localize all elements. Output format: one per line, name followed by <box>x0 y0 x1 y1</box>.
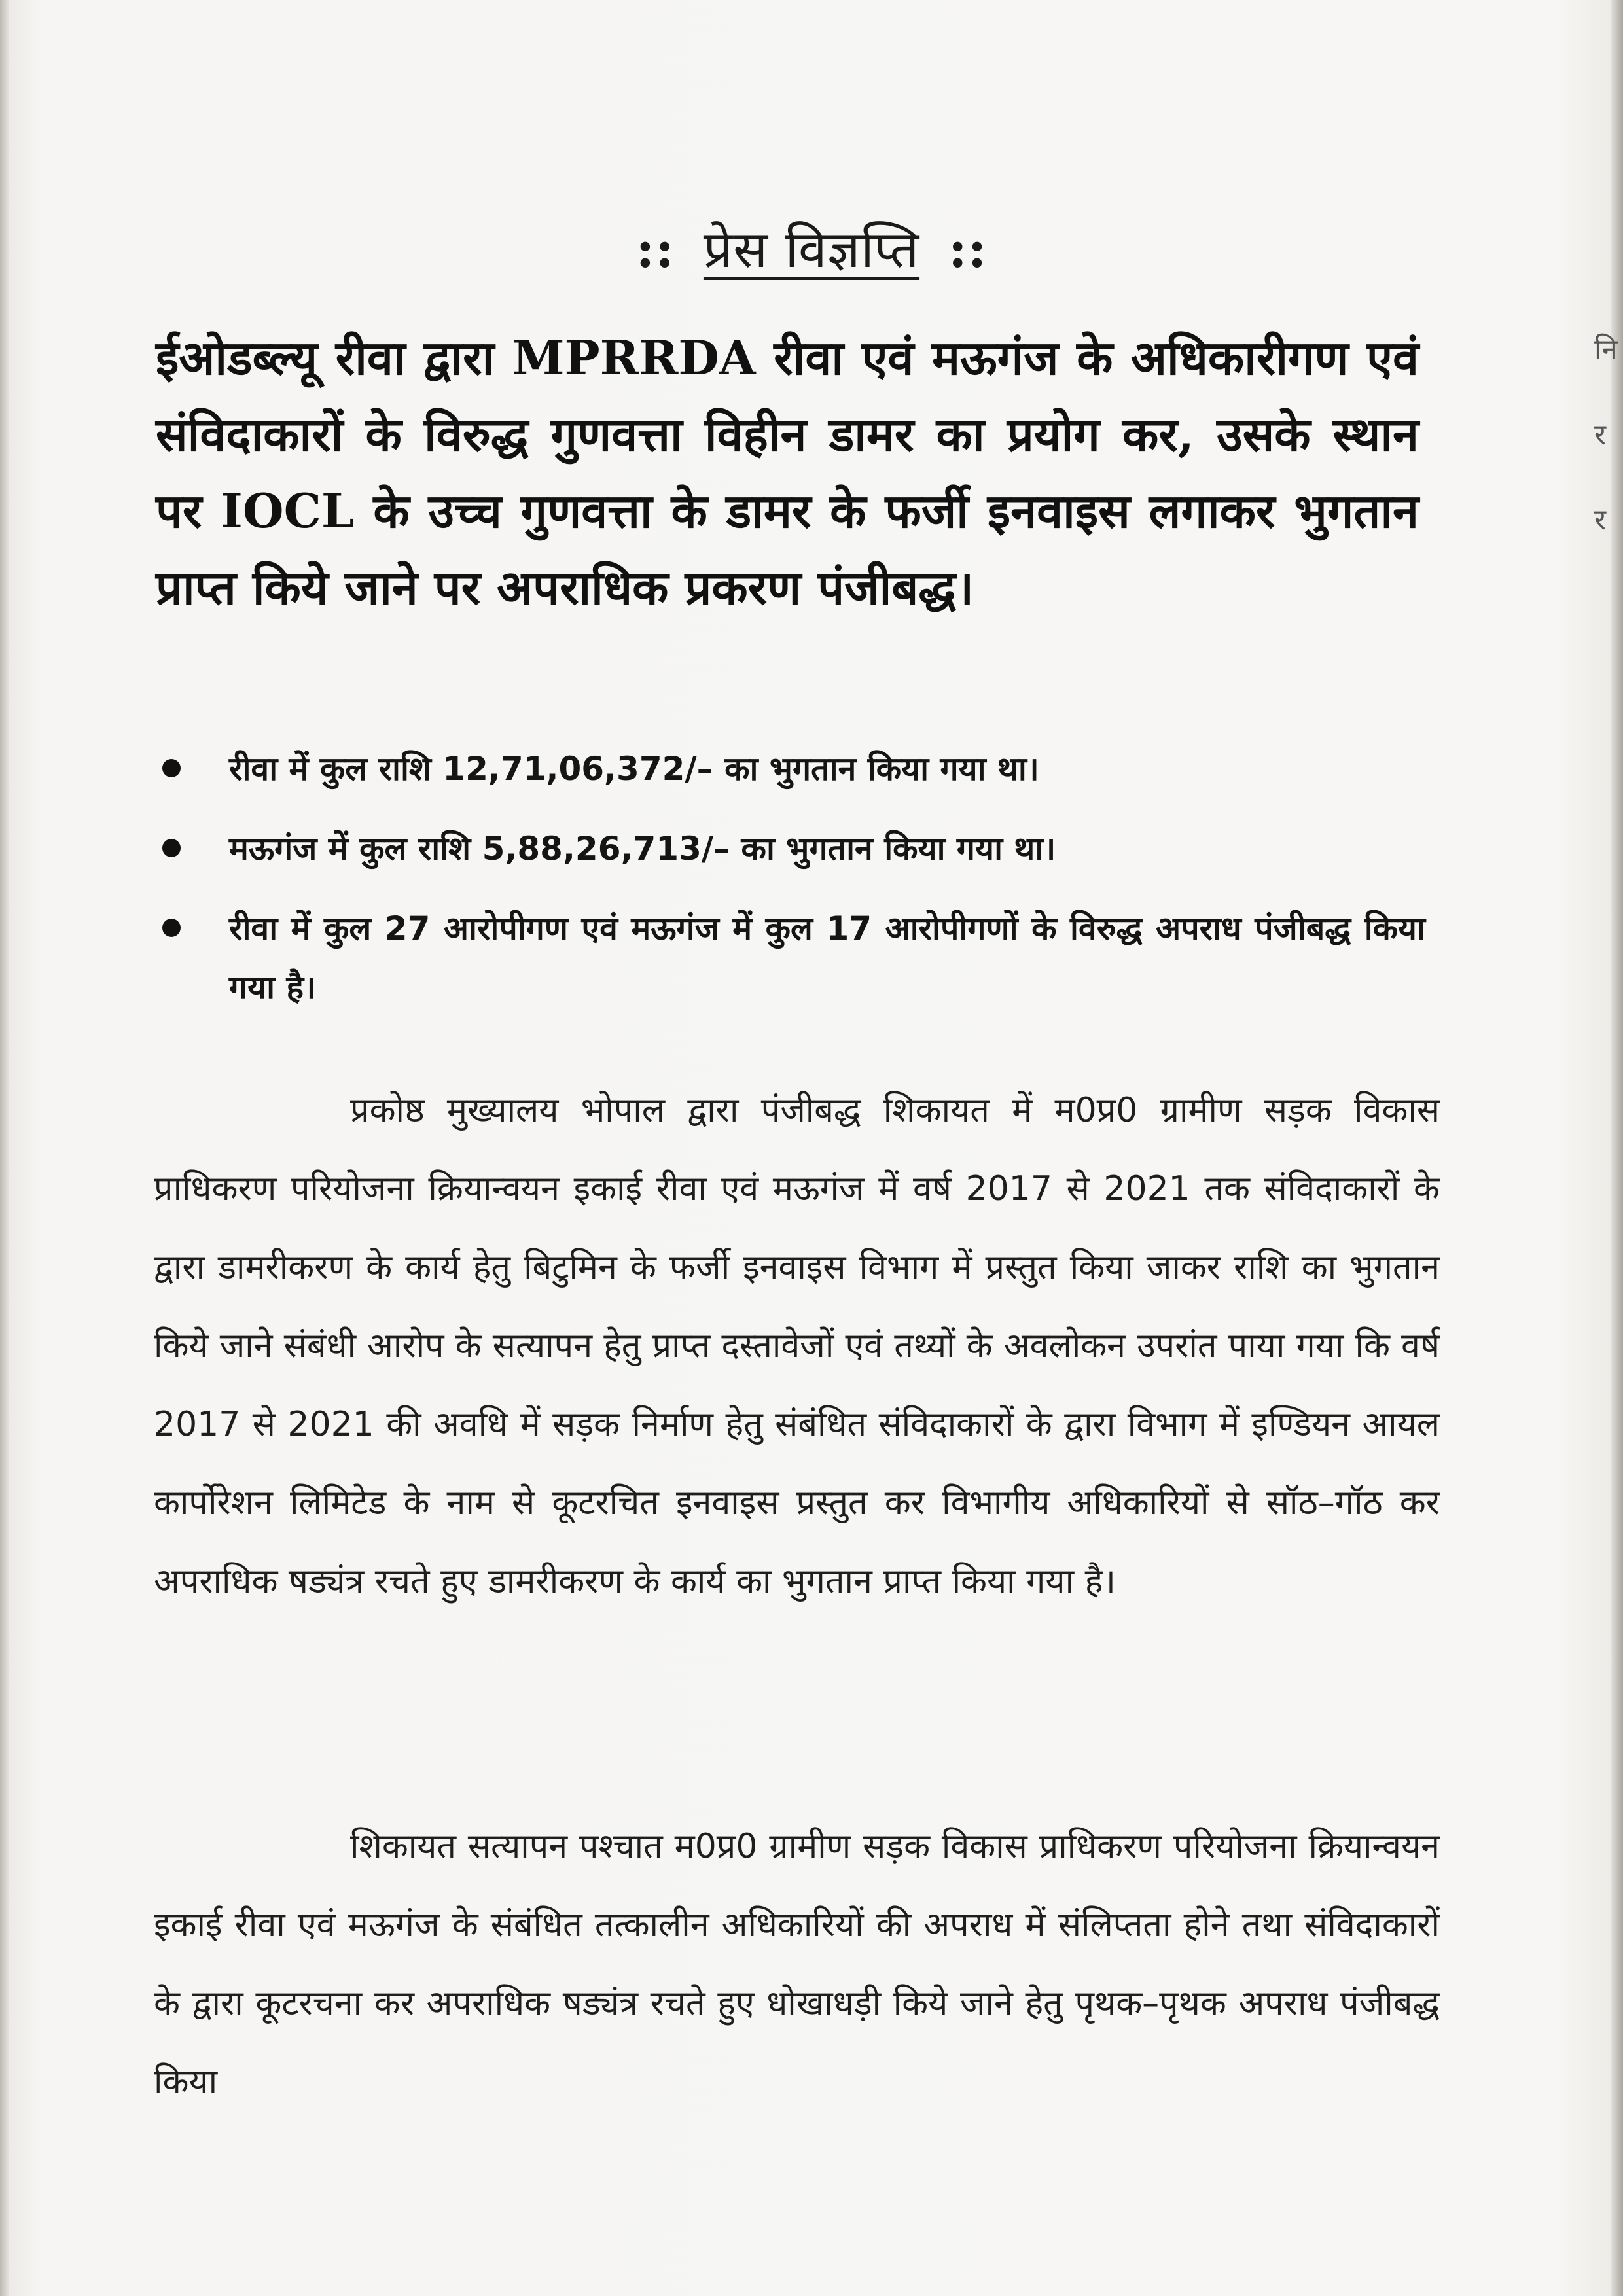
adjacent-page-margin-text <box>1594 308 1620 563</box>
bullet-dot-icon <box>162 919 181 937</box>
title-prefix: :: <box>635 220 675 279</box>
margin-mark: नि <box>1594 333 1618 366</box>
headline: ईओडब्ल्यू रीवा द्वारा MPRRDA रीवा एवं मऊगंज के अधिकारीगण एवं संविदाकारों के विरुद्ध गुणवत्ता विहीन डामर का प्रयोग कर, उसके स्थान पर IOCL के उच्च गुणवत्ता के डामर के फर्जी इनवाइस लगाकर भुगतान प्राप्त किये जाने पर अपराधिक प्रकरण पंजीबद्ध। <box>156 330 1419 615</box>
title-suffix: :: <box>948 220 988 279</box>
bullet-item <box>156 739 1425 798</box>
bullet-text: रीवा में कुल 27 आरोपीगण एवं मऊगंज में कुल 17 आरोपीगणों के विरुद्ध अपराध पंजीबद्ध किया गया है। <box>229 910 1425 1006</box>
bullet-dot-icon <box>162 839 181 857</box>
margin-mark: र <box>1594 503 1606 537</box>
body-paragraph-2: शिकायत सत्यापन पश्चात म0प्र0 ग्रामीण सड़क विकास प्राधिकरण परियोजना क्रियान्वयन इकाई रीवा एवं मऊगंज के संबंधित तत्कालीन अधिकारियों की अपराध में संलिप्तता होने तथा संविदाकारों के द्वारा कूटरचना कर अपराधिक षड्यंत्र रचते हुए धोखाधड़ी किये जाने हेतु पृथक–पृथक अपराध पंजीबद्ध किया <box>154 1827 1440 2102</box>
page-left-shadow <box>0 0 9 2296</box>
bullet-dot-icon <box>162 759 181 777</box>
page-title <box>0 213 1623 282</box>
bullet-text: मऊगंज में कुल राशि 5,88,26,713/– का भुगतान किया गया था। <box>229 830 1056 868</box>
bullet-text: रीवा में कुल राशि 12,71,06,372/– का भुगतान किया गया था। <box>229 750 1039 788</box>
margin-mark: र <box>1594 418 1606 451</box>
bullet-item <box>156 819 1425 878</box>
title-text: प्रेस विज्ञप्ति <box>703 221 920 279</box>
bullet-item <box>156 899 1425 1017</box>
body-paragraph-1: प्रकोष्ठ मुख्यालय भोपाल द्वारा पंजीबद्ध शिकायत में म0प्र0 ग्रामीण सड़क विकास प्राधिकरण परियोजना क्रियान्वयन इकाई रीवा एवं मऊगंज में वर्ष 2017 से 2021 तक संविदाकारों के द्वारा डामरीकरण के कार्य हेतु बिटुमिन के फर्जी इनवाइस विभाग में प्रस्तुत किया जाकर राशि का भुगतान किये जाने संबंधी आरोप के सत्यापन हेतु प्राप्त दस्तावेजों एवं तथ्यों के अवलोकन उपरांत पाया गया कि वर्ष 2017 से 2021 की अवधि में सड़क निर्माण हेतु संबंधित संविदाकारों के द्वारा विभाग में इण्डियन आयल कार्पोरेशन लिमिटेड के नाम से कूटरचित इनवाइस प्रस्तुत कर विभागीय अधिकारियों से सॉठ–गॉठ कर अपराधिक षड्यंत्र रचते हुए डामरीकरण के कार्य का भुगतान प्राप्त किया गया है। <box>154 1091 1440 1601</box>
summary-bullets <box>156 739 1425 1038</box>
